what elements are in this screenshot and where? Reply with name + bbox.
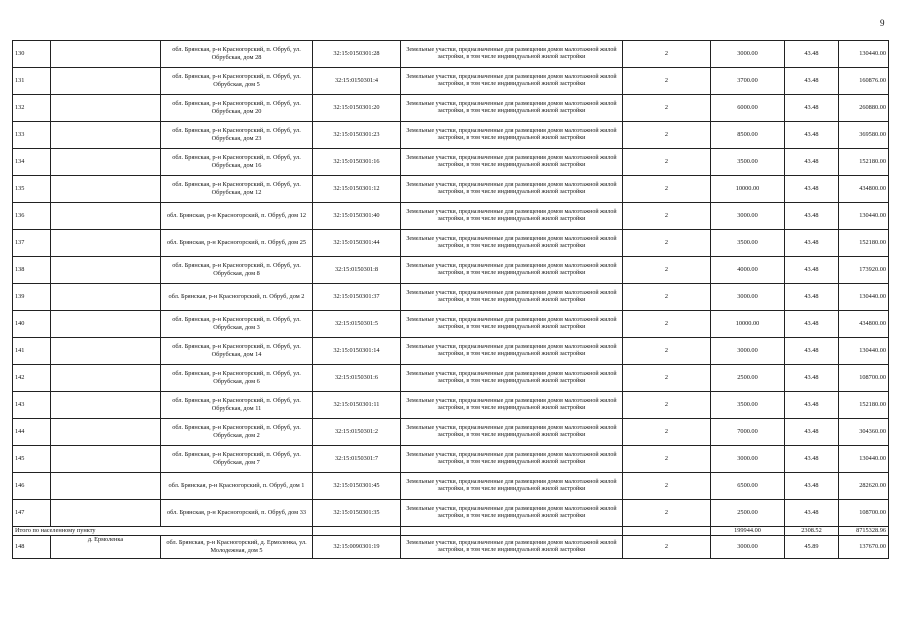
land-use-cell: Земельные участки, предназначенные для размещения домов малоэтажной жилой застройки, в том числе индивидуальной жилой застройки (401, 338, 623, 365)
rate-cell: 43.48 (785, 41, 839, 68)
cadastral-number-cell: 32:15:0090301:19 (313, 536, 401, 559)
cadastral-number-cell: 32:15:0150301:23 (313, 122, 401, 149)
cadastral-value-cell: 160876.00 (839, 68, 889, 95)
table-row (13, 473, 889, 500)
category-cell: 2 (623, 68, 711, 95)
spacer-cell (51, 473, 161, 500)
category-cell: 2 (623, 500, 711, 527)
area-cell: 6000.00 (711, 95, 785, 122)
area-cell: 6500.00 (711, 473, 785, 500)
row-number: 133 (13, 122, 51, 149)
land-use-cell: Земельные участки, предназначенные для размещения домов малоэтажной жилой застройки, в том числе индивидуальной жилой застройки (401, 257, 623, 284)
row-number: 131 (13, 68, 51, 95)
address-cell: обл. Брянская, р-н Красногорский, п. Обруб, ул. Обрубская, дом 20 (161, 95, 313, 122)
spacer-cell (51, 446, 161, 473)
category-cell: 2 (623, 446, 711, 473)
cadastral-number-cell: 32:15:0150301:5 (313, 311, 401, 338)
table-row (13, 338, 889, 365)
total-label: Итого по населенному пункту (13, 527, 313, 536)
address-cell: обл. Брянская, р-н Красногорский, п. Обруб, ул. Обрубская, дом 7 (161, 446, 313, 473)
area-cell: 3000.00 (711, 203, 785, 230)
category-cell: 2 (623, 176, 711, 203)
table-row (13, 176, 889, 203)
table-row (13, 257, 889, 284)
page-number: 9 (880, 18, 885, 28)
row-number: 141 (13, 338, 51, 365)
area-cell: 3500.00 (711, 149, 785, 176)
category-cell: 2 (623, 257, 711, 284)
table-row (13, 419, 889, 446)
spacer-cell (51, 95, 161, 122)
total-value: 8715328.96 (839, 527, 889, 536)
land-use-cell: Земельные участки, предназначенные для размещения домов малоэтажной жилой застройки, в том числе индивидуальной жилой застройки (401, 536, 623, 559)
spacer-cell (51, 284, 161, 311)
cadastral-number-cell: 32:15:0150301:20 (313, 95, 401, 122)
row-number: 145 (13, 446, 51, 473)
land-use-cell: Земельные участки, предназначенные для размещения домов малоэтажной жилой застройки, в том числе индивидуальной жилой застройки (401, 473, 623, 500)
category-cell: 2 (623, 95, 711, 122)
cadastral-value-cell: 137670.00 (839, 536, 889, 559)
cadastral-value-cell: 108700.00 (839, 500, 889, 527)
total-rate: 2308.52 (785, 527, 839, 536)
cadastral-number-cell: 32:15:0150301:11 (313, 392, 401, 419)
spacer-cell (51, 392, 161, 419)
land-use-cell: Земельные участки, предназначенные для размещения домов малоэтажной жилой застройки, в том числе индивидуальной жилой застройки (401, 392, 623, 419)
spacer-cell (623, 527, 711, 536)
rate-cell: 43.48 (785, 257, 839, 284)
cadastral-number-cell: 32:15:0150301:8 (313, 257, 401, 284)
cadastral-number-cell: 32:15:0150301:12 (313, 176, 401, 203)
spacer-cell (51, 203, 161, 230)
land-use-cell: Земельные участки, предназначенные для размещения домов малоэтажной жилой застройки, в том числе индивидуальной жилой застройки (401, 122, 623, 149)
address-cell: обл. Брянская, р-н Красногорский, п. Обруб, ул. Обрубская, дом 23 (161, 122, 313, 149)
table-row (13, 284, 889, 311)
area-cell: 7000.00 (711, 419, 785, 446)
row-number: 135 (13, 176, 51, 203)
cadastral-value-cell: 304360.00 (839, 419, 889, 446)
cadastral-value-cell: 130440.00 (839, 203, 889, 230)
cadastral-value-cell: 152180.00 (839, 149, 889, 176)
category-cell: 2 (623, 149, 711, 176)
cadastral-value-cell: 130440.00 (839, 41, 889, 68)
row-number: 144 (13, 419, 51, 446)
total-area: 199944.00 (711, 527, 785, 536)
rate-cell: 43.48 (785, 392, 839, 419)
spacer-cell (51, 311, 161, 338)
cadastral-value-cell: 434800.00 (839, 176, 889, 203)
total-row (13, 527, 889, 536)
table-row (13, 95, 889, 122)
rate-cell: 43.48 (785, 176, 839, 203)
cadastral-number-cell: 32:15:0150301:35 (313, 500, 401, 527)
category-cell: 2 (623, 203, 711, 230)
cadastral-number-cell: 32:15:0150301:28 (313, 41, 401, 68)
rate-cell: 43.48 (785, 473, 839, 500)
spacer-cell (401, 527, 623, 536)
category-cell: 2 (623, 122, 711, 149)
land-use-cell: Земельные участки, предназначенные для размещения домов малоэтажной жилой застройки, в том числе индивидуальной жилой застройки (401, 203, 623, 230)
cadastral-number-cell: 32:15:0150301:45 (313, 473, 401, 500)
locality-cell: д. Ермоленка (51, 536, 161, 559)
rate-cell: 43.48 (785, 311, 839, 338)
row-number: 140 (13, 311, 51, 338)
row-number: 148 (13, 536, 51, 559)
category-cell: 2 (623, 473, 711, 500)
cadastral-number-cell: 32:15:0150301:4 (313, 68, 401, 95)
land-register-table (12, 40, 889, 559)
table-row (13, 68, 889, 95)
spacer-cell (51, 338, 161, 365)
row-number: 136 (13, 203, 51, 230)
spacer-cell (51, 41, 161, 68)
area-cell: 8500.00 (711, 122, 785, 149)
rate-cell: 45.89 (785, 536, 839, 559)
table-row (13, 149, 889, 176)
address-cell: обл. Брянская, р-н Красногорский, п. Обруб, ул. Обрубская, дом 12 (161, 176, 313, 203)
category-cell: 2 (623, 41, 711, 68)
rate-cell: 43.48 (785, 95, 839, 122)
table-row (13, 311, 889, 338)
cadastral-number-cell: 32:15:0150301:2 (313, 419, 401, 446)
address-cell: обл. Брянская, р-н Красногорский, п. Обруб, ул. Обрубская, дом 14 (161, 338, 313, 365)
area-cell: 3000.00 (711, 284, 785, 311)
cadastral-value-cell: 108700.00 (839, 365, 889, 392)
table-row (13, 392, 889, 419)
address-cell: обл. Брянская, р-н Красногорский, п. Обруб, ул. Обрубская, дом 28 (161, 41, 313, 68)
category-cell: 2 (623, 536, 711, 559)
row-number: 134 (13, 149, 51, 176)
land-use-cell: Земельные участки, предназначенные для размещения домов малоэтажной жилой застройки, в том числе индивидуальной жилой застройки (401, 68, 623, 95)
row-number: 146 (13, 473, 51, 500)
category-cell: 2 (623, 365, 711, 392)
address-cell: обл. Брянская, р-н Красногорский, п. Обруб, дом 12 (161, 203, 313, 230)
category-cell: 2 (623, 392, 711, 419)
rate-cell: 43.48 (785, 230, 839, 257)
spacer-cell (51, 122, 161, 149)
cadastral-value-cell: 260880.00 (839, 95, 889, 122)
row-number: 130 (13, 41, 51, 68)
land-use-cell: Земельные участки, предназначенные для размещения домов малоэтажной жилой застройки, в том числе индивидуальной жилой застройки (401, 95, 623, 122)
cadastral-value-cell: 369580.00 (839, 122, 889, 149)
address-cell: обл. Брянская, р-н Красногорский, п. Обруб, дом 25 (161, 230, 313, 257)
category-cell: 2 (623, 338, 711, 365)
table-row (13, 500, 889, 527)
area-cell: 4000.00 (711, 257, 785, 284)
area-cell: 3500.00 (711, 392, 785, 419)
address-cell: обл. Брянская, р-н Красногорский, п. Обруб, ул. Обрубская, дом 6 (161, 365, 313, 392)
rate-cell: 43.48 (785, 122, 839, 149)
table-row (13, 122, 889, 149)
cadastral-number-cell: 32:15:0150301:44 (313, 230, 401, 257)
table-row (13, 365, 889, 392)
spacer-cell (51, 365, 161, 392)
spacer-cell (51, 419, 161, 446)
row-number: 139 (13, 284, 51, 311)
land-use-cell: Земельные участки, предназначенные для размещения домов малоэтажной жилой застройки, в том числе индивидуальной жилой застройки (401, 230, 623, 257)
row-number: 137 (13, 230, 51, 257)
address-cell: обл. Брянская, р-н Красногорский, п. Обруб, ул. Обрубская, дом 2 (161, 419, 313, 446)
address-cell: обл. Брянская, р-н Красногорский, д. Ермоленка, ул. Молодежная, дом 5 (161, 536, 313, 559)
table-row (13, 41, 889, 68)
rate-cell: 43.48 (785, 446, 839, 473)
area-cell: 3000.00 (711, 446, 785, 473)
cadastral-value-cell: 152180.00 (839, 230, 889, 257)
area-cell: 3000.00 (711, 41, 785, 68)
area-cell: 3000.00 (711, 338, 785, 365)
cadastral-value-cell: 152180.00 (839, 392, 889, 419)
address-cell: обл. Брянская, р-н Красногорский, п. Обруб, дом 33 (161, 500, 313, 527)
cadastral-number-cell: 32:15:0150301:14 (313, 338, 401, 365)
category-cell: 2 (623, 311, 711, 338)
cadastral-number-cell: 32:15:0150301:7 (313, 446, 401, 473)
cadastral-value-cell: 130440.00 (839, 338, 889, 365)
cadastral-value-cell: 282620.00 (839, 473, 889, 500)
rate-cell: 43.48 (785, 284, 839, 311)
cadastral-value-cell: 130440.00 (839, 446, 889, 473)
cadastral-number-cell: 32:15:0150301:6 (313, 365, 401, 392)
land-use-cell: Земельные участки, предназначенные для размещения домов малоэтажной жилой застройки, в том числе индивидуальной жилой застройки (401, 176, 623, 203)
row-number: 143 (13, 392, 51, 419)
table-row (13, 203, 889, 230)
rate-cell: 43.48 (785, 338, 839, 365)
rate-cell: 43.48 (785, 68, 839, 95)
rate-cell: 43.48 (785, 365, 839, 392)
address-cell: обл. Брянская, р-н Красногорский, п. Обруб, ул. Обрубская, дом 16 (161, 149, 313, 176)
address-cell: обл. Брянская, р-н Красногорский, п. Обруб, ул. Обрубская, дом 11 (161, 392, 313, 419)
row-number: 142 (13, 365, 51, 392)
cadastral-value-cell: 173920.00 (839, 257, 889, 284)
land-use-cell: Земельные участки, предназначенные для размещения домов малоэтажной жилой застройки, в том числе индивидуальной жилой застройки (401, 446, 623, 473)
land-use-cell: Земельные участки, предназначенные для размещения домов малоэтажной жилой застройки, в том числе индивидуальной жилой застройки (401, 500, 623, 527)
area-cell: 2500.00 (711, 365, 785, 392)
category-cell: 2 (623, 419, 711, 446)
table-row (13, 230, 889, 257)
rate-cell: 43.48 (785, 203, 839, 230)
land-use-cell: Земельные участки, предназначенные для размещения домов малоэтажной жилой застройки, в том числе индивидуальной жилой застройки (401, 41, 623, 68)
spacer-cell (51, 230, 161, 257)
spacer-cell (51, 500, 161, 527)
address-cell: обл. Брянская, р-н Красногорский, п. Обруб, ул. Обрубская, дом 3 (161, 311, 313, 338)
rate-cell: 43.48 (785, 500, 839, 527)
area-cell: 10000.00 (711, 176, 785, 203)
table-body (13, 41, 889, 559)
cadastral-value-cell: 130440.00 (839, 284, 889, 311)
area-cell: 10000.00 (711, 311, 785, 338)
area-cell: 3000.00 (711, 536, 785, 559)
rate-cell: 43.48 (785, 149, 839, 176)
address-cell: обл. Брянская, р-н Красногорский, п. Обруб, ул. Обрубская, дом 5 (161, 68, 313, 95)
category-cell: 2 (623, 284, 711, 311)
row-number: 147 (13, 500, 51, 527)
area-cell: 3700.00 (711, 68, 785, 95)
cadastral-number-cell: 32:15:0150301:40 (313, 203, 401, 230)
cadastral-number-cell: 32:15:0150301:37 (313, 284, 401, 311)
spacer-cell (51, 257, 161, 284)
spacer-cell (51, 149, 161, 176)
rate-cell: 43.48 (785, 419, 839, 446)
row-number: 138 (13, 257, 51, 284)
land-use-cell: Земельные участки, предназначенные для размещения домов малоэтажной жилой застройки, в том числе индивидуальной жилой застройки (401, 149, 623, 176)
row-number: 132 (13, 95, 51, 122)
spacer-cell (313, 527, 401, 536)
table-row (13, 446, 889, 473)
spacer-cell (51, 176, 161, 203)
cadastral-value-cell: 434800.00 (839, 311, 889, 338)
address-cell: обл. Брянская, р-н Красногорский, п. Обруб, дом 1 (161, 473, 313, 500)
land-use-cell: Земельные участки, предназначенные для размещения домов малоэтажной жилой застройки, в том числе индивидуальной жилой застройки (401, 284, 623, 311)
land-use-cell: Земельные участки, предназначенные для размещения домов малоэтажной жилой застройки, в том числе индивидуальной жилой застройки (401, 365, 623, 392)
area-cell: 3500.00 (711, 230, 785, 257)
address-cell: обл. Брянская, р-н Красногорский, п. Обруб, ул. Обрубская, дом 8 (161, 257, 313, 284)
spacer-cell (51, 68, 161, 95)
cadastral-number-cell: 32:15:0150301:16 (313, 149, 401, 176)
address-cell: обл. Брянская, р-н Красногорский, п. Обруб, дом 2 (161, 284, 313, 311)
table-row (13, 536, 889, 559)
land-use-cell: Земельные участки, предназначенные для размещения домов малоэтажной жилой застройки, в том числе индивидуальной жилой застройки (401, 311, 623, 338)
area-cell: 2500.00 (711, 500, 785, 527)
land-use-cell: Земельные участки, предназначенные для размещения домов малоэтажной жилой застройки, в том числе индивидуальной жилой застройки (401, 419, 623, 446)
category-cell: 2 (623, 230, 711, 257)
